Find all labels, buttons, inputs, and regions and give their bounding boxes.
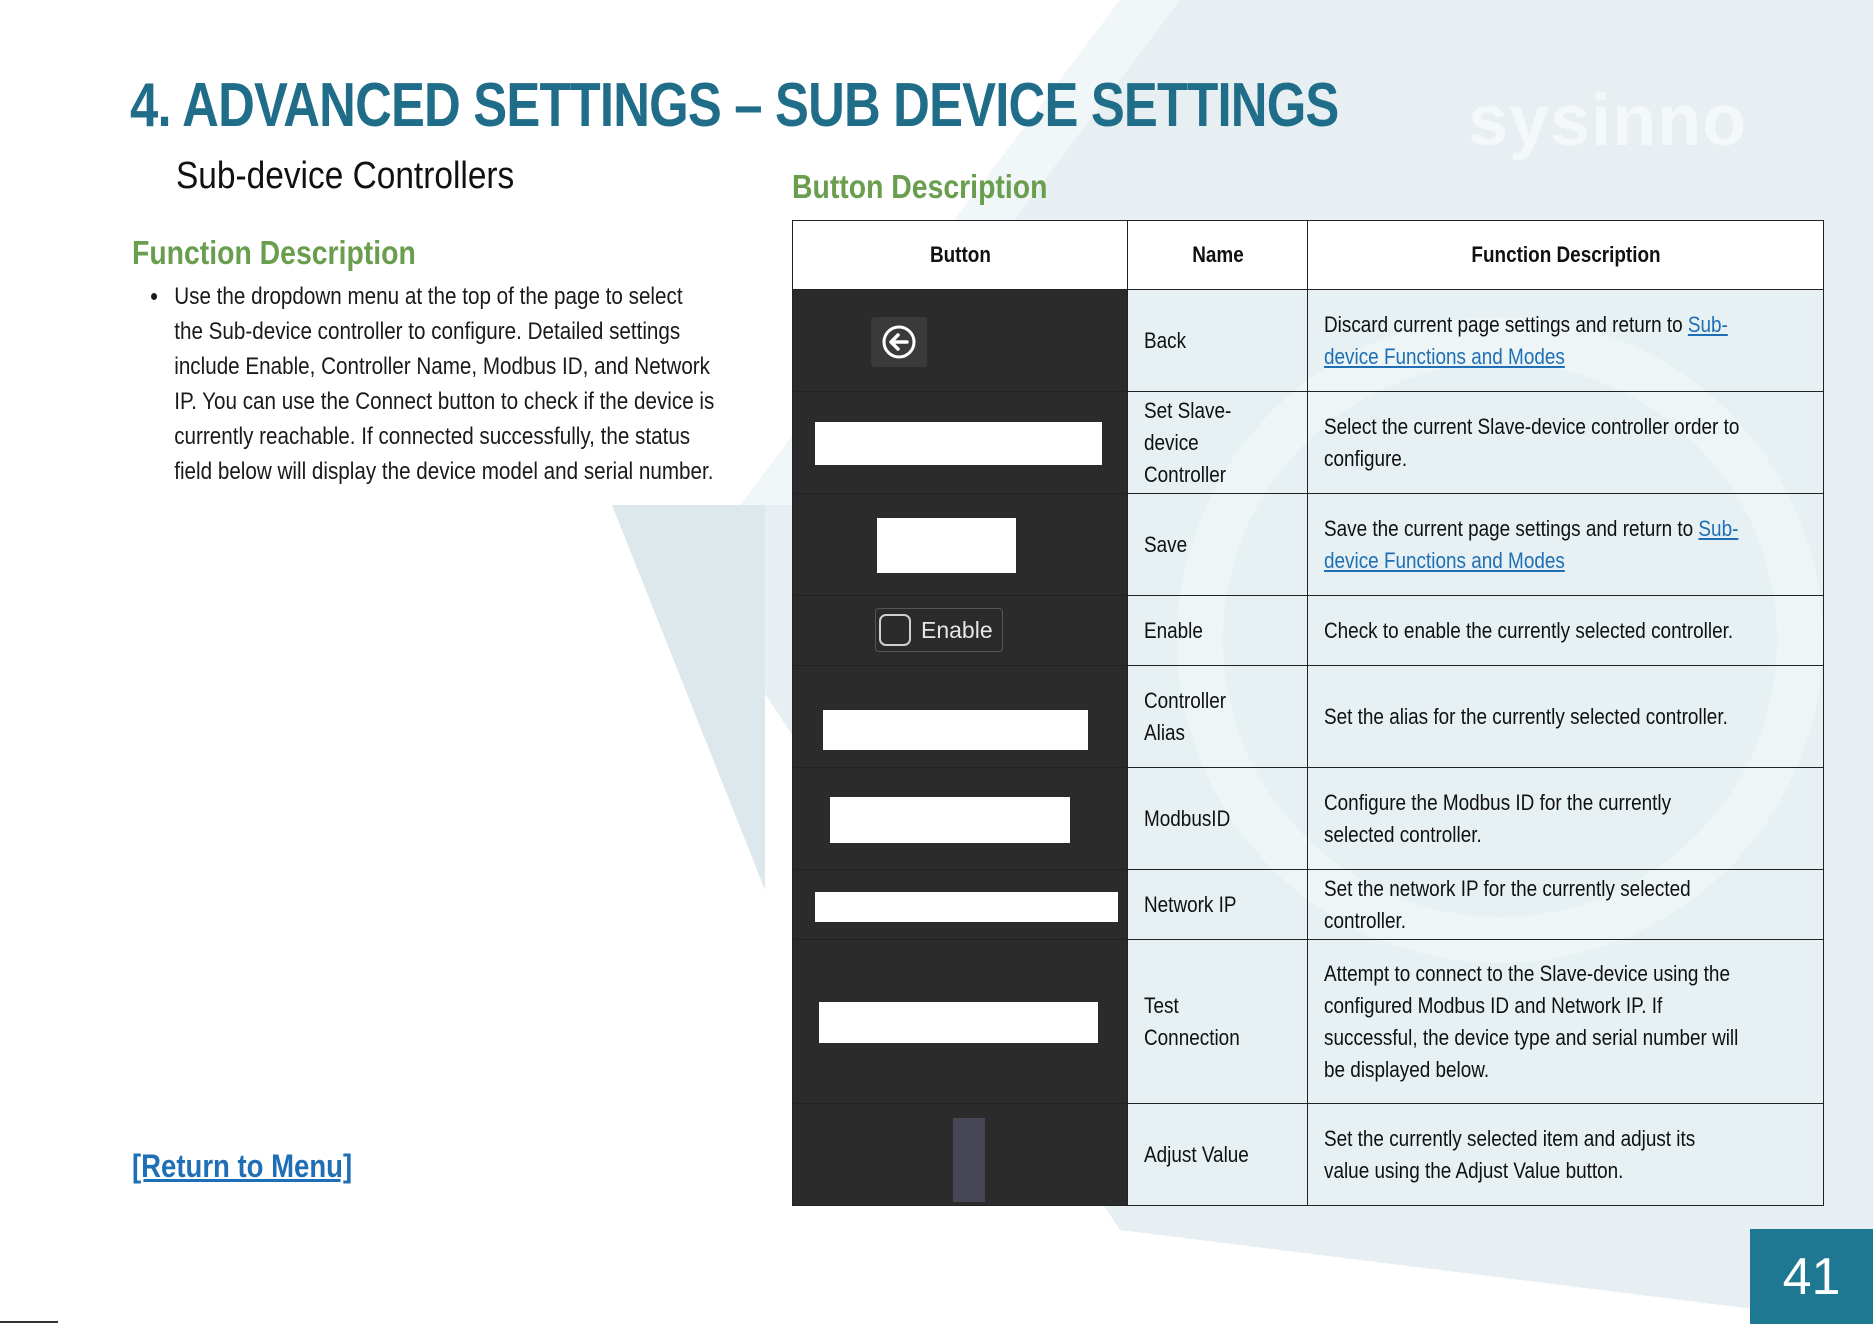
- table-row: [793, 870, 1824, 940]
- network-ip-input-preview[interactable]: [815, 892, 1118, 922]
- button-image-cell: [793, 494, 1128, 596]
- button-desc-cell: Set the network IP for the currently selected controller.: [1308, 870, 1824, 940]
- sub-device-modes-link[interactable]: Sub-device Functions and Modes: [1324, 515, 1739, 573]
- button-desc-cell: Set the alias for the currently selected controller.: [1308, 666, 1824, 768]
- enable-checkbox-label: Enable: [921, 616, 993, 643]
- modbus-id-input-preview[interactable]: [830, 797, 1070, 843]
- function-bullet: • Use the dropdown menu at the top of the page to select the Sub-device controller to configure. Detailed settings include Enable, Controller Name, Modbus ID, and Network IP. You can use the Connect button to check if the device is currently reachable. If connected successfully, the status field below will display the device model and serial number.: [169, 279, 715, 489]
- table-row: [793, 768, 1824, 870]
- return-to-menu-link[interactable]: [Return to Menu]: [132, 1148, 353, 1184]
- button-description-table: [792, 220, 1824, 1206]
- button-name-cell: Set Slave-device Controller: [1128, 392, 1308, 494]
- checkbox-icon: [879, 614, 911, 646]
- button-desc-cell: Check to enable the currently selected controller.: [1308, 596, 1824, 666]
- button-name-cell: ModbusID: [1128, 768, 1308, 870]
- button-image-cell: [793, 392, 1128, 494]
- button-name-cell: Back: [1128, 290, 1308, 392]
- alias-input-preview[interactable]: [823, 710, 1088, 750]
- button-image-cell: [793, 1104, 1128, 1206]
- table-row: [793, 940, 1824, 1104]
- button-desc-cell: Select the current Slave-device controller order to configure.: [1308, 392, 1824, 494]
- table-row: [793, 596, 1824, 666]
- column-header: Name: [1128, 221, 1308, 290]
- page-title: 4. ADVANCED SETTINGS – SUB DEVICE SETTINGS: [130, 71, 1339, 140]
- button-name-cell: Network IP: [1128, 870, 1308, 940]
- button-name-cell: Save: [1128, 494, 1308, 596]
- column-header: Button: [793, 221, 1128, 290]
- button-name-cell: Controller Alias: [1128, 666, 1308, 768]
- button-image-cell: [793, 666, 1128, 768]
- footer-divider: [0, 1321, 58, 1323]
- button-description-heading: Button Description: [792, 168, 1048, 205]
- button-name-cell: Adjust Value: [1128, 1104, 1308, 1206]
- button-desc-cell: Attempt to connect to the Slave-device using the configured Modbus ID and Network IP. If successful, the device type and serial number will be displayed below.: [1308, 940, 1824, 1104]
- button-name-cell: Enable: [1128, 596, 1308, 666]
- button-desc-cell: Configure the Modbus ID for the currently selected controller.: [1308, 768, 1824, 870]
- controller-dropdown-preview[interactable]: [815, 422, 1102, 465]
- table-row: [793, 1104, 1824, 1206]
- table-row: [793, 666, 1824, 768]
- button-desc-cell: Discard current page settings and return to Sub-device Functions and Modes: [1308, 290, 1824, 392]
- button-image-cell: [793, 870, 1128, 940]
- table-row: [793, 494, 1824, 596]
- save-button-preview[interactable]: [877, 518, 1016, 573]
- page-subtitle: Sub-device Controllers: [176, 155, 515, 197]
- table-row: [793, 290, 1824, 392]
- adjust-value-slider-preview[interactable]: [953, 1118, 985, 1202]
- button-image-cell: [793, 596, 1128, 666]
- function-description-list: [145, 279, 715, 489]
- table-row: [793, 392, 1824, 494]
- watermark-logo: sysinno: [1468, 81, 1748, 161]
- back-arrow-icon[interactable]: [871, 317, 927, 367]
- column-header: Function Description: [1308, 221, 1824, 290]
- button-image-cell: [793, 290, 1128, 392]
- button-image-cell: [793, 768, 1128, 870]
- page-number: 41: [1750, 1229, 1873, 1324]
- button-desc-cell: Set the currently selected item and adjust its value using the Adjust Value button.: [1308, 1104, 1824, 1206]
- button-desc-cell: Save the current page settings and return to Sub-device Functions and Modes: [1308, 494, 1824, 596]
- test-connection-button-preview[interactable]: [819, 1002, 1098, 1043]
- button-name-cell: Test Connection: [1128, 940, 1308, 1104]
- table-header-row: [793, 221, 1824, 290]
- button-image-cell: [793, 940, 1128, 1104]
- sub-device-modes-link[interactable]: Sub-device Functions and Modes: [1324, 311, 1728, 369]
- enable-checkbox-preview[interactable]: [875, 608, 1003, 652]
- function-description-heading: Function Description: [132, 234, 416, 271]
